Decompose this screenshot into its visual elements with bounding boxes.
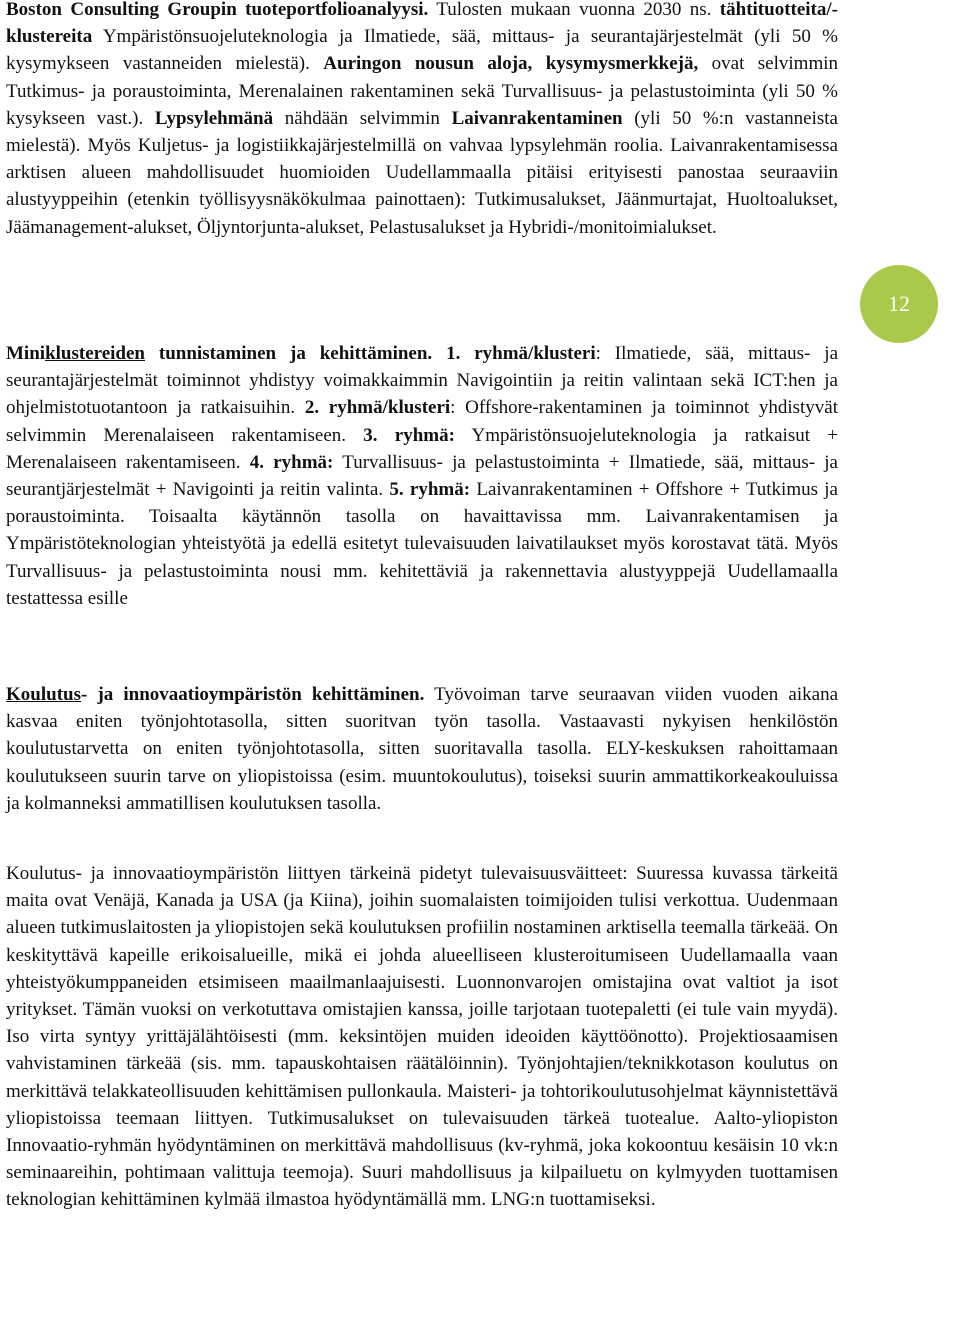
- bold-term: 2. ryhmä/klusteri: [304, 397, 451, 419]
- bold-term: Laivanrakentaminen: [451, 107, 623, 129]
- text-span: nähdään selvimmin: [273, 107, 452, 129]
- text-span: Ympäristönsuojeluteknologia ja ratkaisut + Merenalaiseen rakentamiseen.: [6, 424, 838, 473]
- underlined-heading: Koulutus: [6, 684, 81, 705]
- bold-heading: - ja innovaatioympäristön kehittäminen.: [80, 684, 425, 705]
- bold-term: 5. ryhmä:: [389, 479, 471, 501]
- paragraph-education: [6, 681, 838, 817]
- bold-term: Auringon nousun aloja, kysymysmerkkejä,: [323, 53, 699, 75]
- text-span: (yli 50 %:n vastanneista mielestä). Myös Kuljetus- ja logistiikkajärjestelmillä on vahvaa lypsylehmän roolia. Laivanrakentamisessa arktisen alueen mahdollisuudet huomioiden Uudellammaalla pitäisi erityisesti panostaa seuraaviin alustyyppeihin (etenkin työllisyysnäkökulmaa painottaen): Tutkimusalukset, Jäänmurtajat, Huoltoalukset, Jäämanagement-alukset, Öljyntorjunta-alukset, Pelastusalukset ja Hybridi-/monitoimialukset.: [6, 107, 838, 238]
- text-span: : Offshore-rakentaminen ja toiminnot yhdistyvät selvimmin Merenalaiseen rakentamiseen.: [6, 397, 838, 446]
- bold-heading: Boston Consulting Groupin tuoteportfolioanalyysi.: [6, 0, 429, 20]
- bold-term: Lypsylehmänä: [154, 107, 274, 129]
- bold-term: 4. ryhmä:: [249, 451, 334, 473]
- text-span: Laivanrakentaminen + Offshore + Tutkimus ja poraustoiminta. Toisaalta käytännön tasolla on havaittavissa mm. Laivanrakentamisen ja Ympäristöteknologian yhteistyötä ja edellä esitetyt tulevaisuuden laivatilaukset myös korostavat tätä. Myös Turvallisuus- ja pelastustoiminta nousi mm. kehitettäviä ja rakennettavia alustyyppejä Uudellamaalla testattessa esille: [6, 479, 838, 609]
- bold-term: 1. ryhmä/klusteri: [446, 343, 596, 364]
- bold-heading: tunnistaminen ja kehittäminen.: [145, 343, 433, 364]
- page-number: 12: [888, 291, 910, 316]
- text-span: Työvoiman tarve seuraavan viiden vuoden aikana kasvaa eniten työnjohtotasolla, sitten suoritvan työn tasolla. Vastaavasti nykyisen henkilöstön koulutustarvetta on eniten työnjohtotasolla, sitten suoritavalla tasolla. ELY-keskuksen rahoittamaan koulutukseen suurin tarve on yliopistoissa (esim. muuntokoulutus), toiseksi suurin ammattikorkeakouluissa ja kolmanneksi ammatillisen koulutuksen tasolla.: [6, 684, 839, 814]
- bold-heading: Mini: [6, 343, 46, 364]
- text-span: Ympäristönsuojeluteknologia ja Ilmatiede, sää, mittaus- ja seurantajärjestelmät (yli 50 % kysymykseen vastanneiden mielestä).: [6, 26, 838, 75]
- paragraph-future-claims: Koulutus- ja innovaatioympäristön liittyen tärkeinä pidetyt tulevaisuusväitteet: Suuressa kuvassa tärkeitä maita ovat Venäjä, Kanada ja USA (ja Kiina), joihin suomalaisten toimijoiden tulisi verkottua. Uudenmaan alueen tutkimuslaitosten ja yliopistojen sekä koulutuksen profiilin nostaminen arktisella teemalla tärkeää. On keskityttävä kapeille erikoisalueille, mikä ei johda alueelliseen klusteroitumiseen Uudellamaalla vaan yhteistyökumppaneiden etsimiseen maailmanlaajuisesti. Luonnonvarojen omistajina ovat valtiot ja isot yritykset. Tämän vuoksi on verkotuttava omistajien kanssa, joille tarjotaan tuotepaletti (ei tule vain myydä). Iso virta syntyy yrittäjälähtöisesti (mm. keksintöjen muiden ideoiden käyttöönotto). Projektiosaamisen vahvistaminen tärkeää (sis. mm. tapauskohtaisen räätälöinnin). Työnjohtajien/teknikkotason koulutus on merkittävä telakkateollisuuden kehittämisen pullonkaula. Maisteri- ja tohtorikoulutusohjelmat käynnistettävä yliopistoissa teemaan liittyen. Tutkimusalukset on tulevaisuuden tärkeä tuotealue. Aalto-yliopiston Innovaatio-ryhmän hyödyntäminen on merkittävä mahdollisuus (kv-ryhmä, joka kokoontuu kesäisin 10 vk:n seminaareihin, pohtimaan valittuja teemoja). Suuri mahdollisuus ja kilpailuetu on kylmyyden tuottamisen teknologian kehittäminen kylmää ilmastoa hyödyntämällä mm. LNG:n tuottamiseksi.: [6, 863, 838, 1211]
- page-number-badge: [860, 265, 938, 343]
- bold-term: tähtituotteita/-klustereita: [6, 0, 838, 48]
- text-span: ovat selvimmin Tutkimus- ja poraustoiminta, Merenalainen rakentaminen sekä Turvallisuus- ja pelastustoiminta (yli 50 % kysykseen vast.).: [6, 53, 838, 129]
- text-span: : Ilmatiede, sää, mittaus- ja seurantajärjestelmät toiminnot yhdistyy voimakkaimmin Navigointiin ja reitin valintaan sekä ICT:hen ja ohjelmistotuotantoon ja ratkaisuihin.: [6, 343, 839, 419]
- underlined-heading: klustereiden: [45, 343, 145, 364]
- paragraph-bcg-analysis: [6, 0, 838, 241]
- text-span: Tulosten mukaan vuonna 2030 ns.: [428, 0, 720, 20]
- text-span: [432, 343, 446, 364]
- bold-term: 3. ryhmä:: [363, 424, 455, 446]
- paragraph-mini-clusters: [6, 340, 838, 612]
- text-span: Turvallisuus- ja pelastustoiminta + Ilmatiede, sää, mittaus- ja seurantjärjestelmät + Navigointi ja reitin valinta.: [6, 451, 838, 501]
